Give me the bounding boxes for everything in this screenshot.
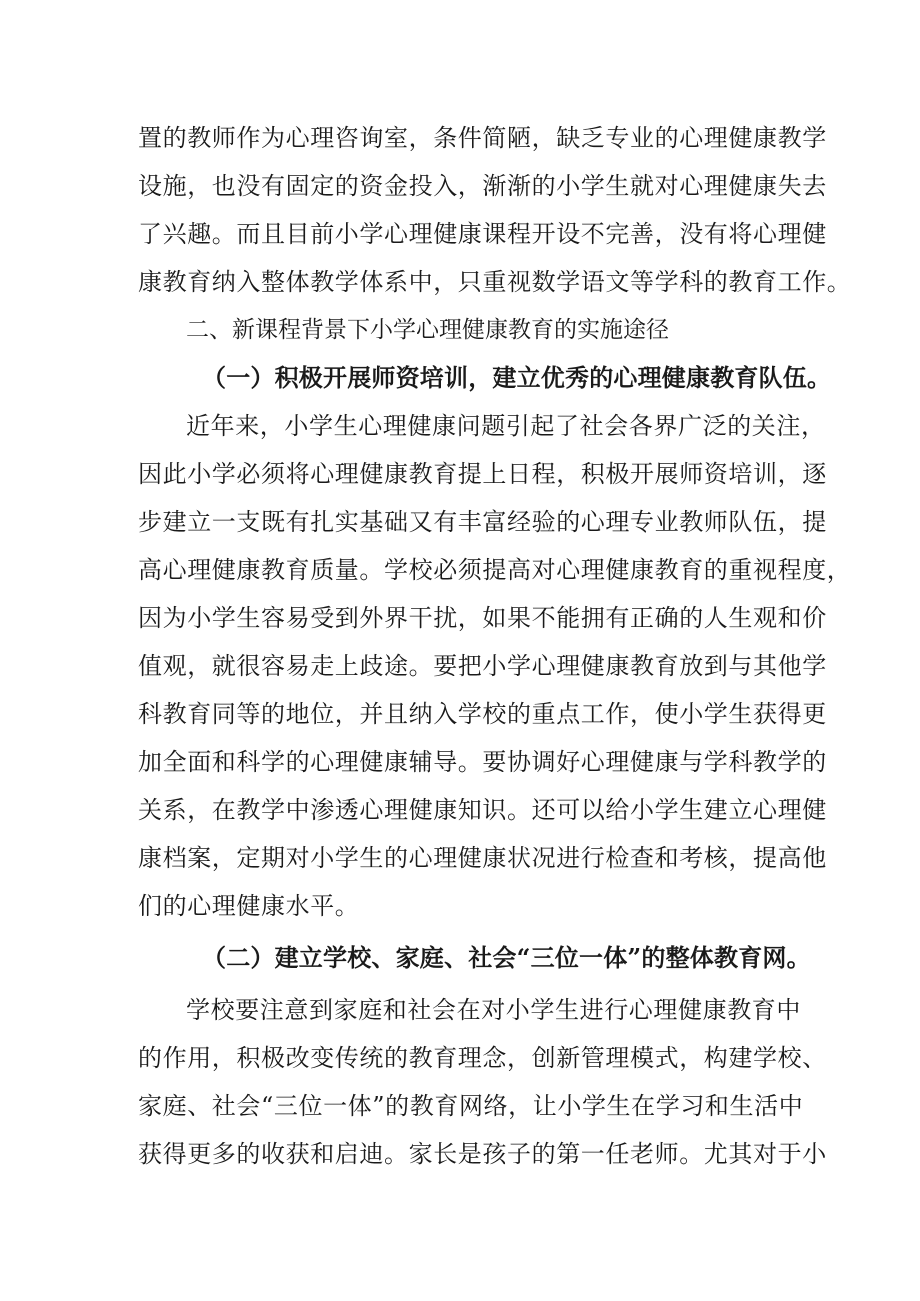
- section-heading: 二、新课程背景下小学心理健康教育的实施途径: [186, 317, 669, 343]
- document-page: [138, 114, 852, 1178]
- body-text-line: 学校要注意到家庭和社会在对小学生进行心理健康教育中: [186, 996, 801, 1024]
- subsection-heading-1: （一）积极开展师资培训，建立优秀的心理健康教育队伍。: [202, 363, 832, 392]
- body-text-line: 高心理健康教育质量。学校必须提高对心理健康教育的重视程度，: [138, 556, 852, 584]
- body-text-line: 获得更多的收获和启迪。家长是孩子的第一任老师。尤其对于小: [138, 1140, 827, 1168]
- body-text-line: 因此小学必须将心理健康教育提上日程，积极开展师资培训，逐: [138, 460, 827, 488]
- body-text-line: 的作用，积极改变传统的教育理念，创新管理模式，构建学校、: [138, 1044, 827, 1072]
- subsection-heading-2: （二）建立学校、家庭、社会“三位一体”的整体教育网。: [202, 943, 811, 972]
- body-text-line: 因为小学生容易受到外界干扰，如果不能拥有正确的人生观和价: [138, 604, 827, 632]
- body-text-line: 关系，在教学中渗透心理健康知识。还可以给小学生建立心理健: [138, 796, 827, 824]
- body-text-line: 了兴趣。而且目前小学心理健康课程开设不完善，没有将心理健: [138, 220, 827, 248]
- body-text-line: 们的心理健康水平。: [138, 892, 360, 920]
- body-text-line: 步建立一支既有扎实基础又有丰富经验的心理专业教师队伍，提: [138, 508, 827, 536]
- body-text-line: 家庭、社会“三位一体”的教育网络，让小学生在学习和生活中: [138, 1092, 804, 1120]
- body-text-line: 值观，就很容易走上歧途。要把小学心理健康教育放到与其他学: [138, 652, 827, 680]
- body-text-line: 置的教师作为心理咨询室，条件简陋，缺乏专业的心理健康教学: [138, 124, 827, 152]
- body-text-line: 近年来，小学生心理健康问题引起了社会各界广泛的关注，: [186, 412, 826, 440]
- body-text-line: 加全面和科学的心理健康辅导。要协调好心理健康与学科教学的: [138, 748, 827, 776]
- body-text-line: 设施，也没有固定的资金投入，渐渐的小学生就对心理健康失去: [138, 172, 827, 200]
- body-text-line: 康档案，定期对小学生的心理健康状况进行检查和考核，提高他: [138, 844, 827, 872]
- body-text-line: 康教育纳入整体教学体系中，只重视数学语文等学科的教育工作。: [138, 268, 852, 296]
- body-text-line: 科教育同等的地位，并且纳入学校的重点工作，使小学生获得更: [138, 700, 827, 728]
